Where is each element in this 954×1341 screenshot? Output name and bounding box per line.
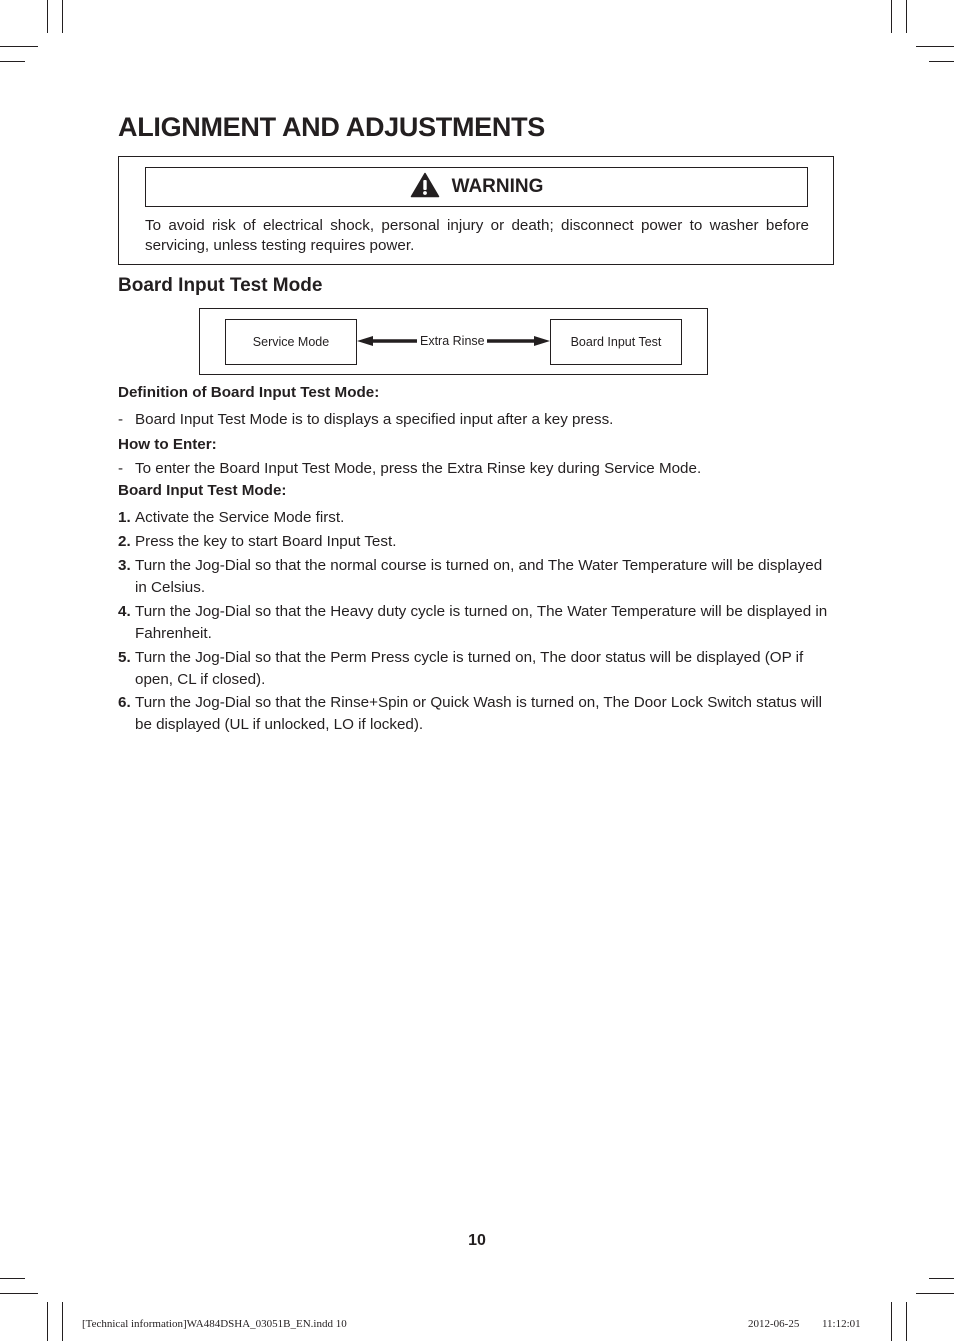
step-number: 1. — [118, 509, 131, 526]
definition-heading: Definition of Board Input Test Mode: — [118, 384, 380, 401]
page-number: 10 — [468, 1232, 486, 1249]
definition-text: Board Input Test Mode is to displays a specified input after a key press. — [135, 411, 614, 428]
crop-mark — [916, 1293, 954, 1294]
step-number: 6. — [118, 694, 131, 711]
crop-mark — [0, 61, 25, 62]
crop-mark — [916, 46, 954, 47]
board-input-test-box: Board Input Test — [550, 319, 682, 365]
crop-mark — [906, 1302, 907, 1341]
step-text: Turn the Jog-Dial so that the Perm Press cycle is turned on, The door status will be displayed (OP if open, CL if closed). — [135, 649, 804, 688]
mode-flow-diagram — [199, 308, 708, 375]
step-text: Press the key to start Board Input Test. — [135, 533, 397, 550]
arrow-right-head-icon — [534, 336, 550, 346]
step-number: 4. — [118, 603, 131, 620]
bullet-marker: - — [118, 411, 124, 428]
page-title: ALIGNMENT AND ADJUSTMENTS — [118, 112, 545, 142]
step-text: Turn the Jog-Dial so that the Rinse+Spin or Quick Wash is turned on, The Door Lock Switch status will be displayed (UL if unlocked, LO if locked). — [135, 694, 822, 733]
step-text: Turn the Jog-Dial so that the Heavy duty cycle is turned on, The Water Temperature will be displayed in Fahrenheit. — [135, 603, 828, 642]
bullet-marker: - — [118, 460, 124, 477]
how-to-enter-heading: How to Enter: — [118, 436, 217, 453]
crop-mark — [62, 1302, 63, 1341]
test-mode-heading: Board Input Test Mode: — [118, 482, 287, 499]
step-number: 2. — [118, 533, 131, 550]
crop-mark — [929, 61, 954, 62]
crop-mark — [0, 46, 38, 47]
service-mode-box: Service Mode — [225, 319, 357, 365]
crop-mark — [929, 1278, 954, 1279]
warning-text: To avoid risk of electrical shock, personal injury or death; disconnect power to washer before servicing, unless testing requires power. — [145, 217, 809, 254]
crop-mark — [0, 1293, 38, 1294]
warning-label: WARNING — [451, 176, 544, 197]
step-number: 3. — [118, 557, 131, 574]
crop-mark — [62, 0, 63, 33]
crop-mark — [47, 0, 48, 33]
crop-mark — [0, 1278, 25, 1279]
step-text: Turn the Jog-Dial so that the normal course is turned on, and The Water Temperature will be displayed in Celsius. — [135, 557, 823, 596]
how-to-enter-text: To enter the Board Input Test Mode, press the Extra Rinse key during Service Mode. — [135, 460, 702, 477]
crop-mark — [906, 0, 907, 33]
crop-mark — [891, 1302, 892, 1341]
warning-triangle-icon — [410, 172, 440, 203]
arrow-left-head-icon — [357, 336, 373, 346]
warning-banner — [145, 167, 808, 207]
crop-mark — [47, 1302, 48, 1341]
slug-file-info: [Technical information]WA484DSHA_03051B_EN.indd 10 — [82, 1318, 347, 1330]
step-text: Activate the Service Mode first. — [135, 509, 345, 526]
step-number: 5. — [118, 649, 131, 666]
extra-rinse-label: Extra Rinse — [420, 334, 485, 348]
crop-mark — [891, 0, 892, 33]
slug-timestamp: 2012-06-25    11:12:01 — [748, 1318, 861, 1330]
section-title: Board Input Test Mode — [118, 275, 323, 296]
